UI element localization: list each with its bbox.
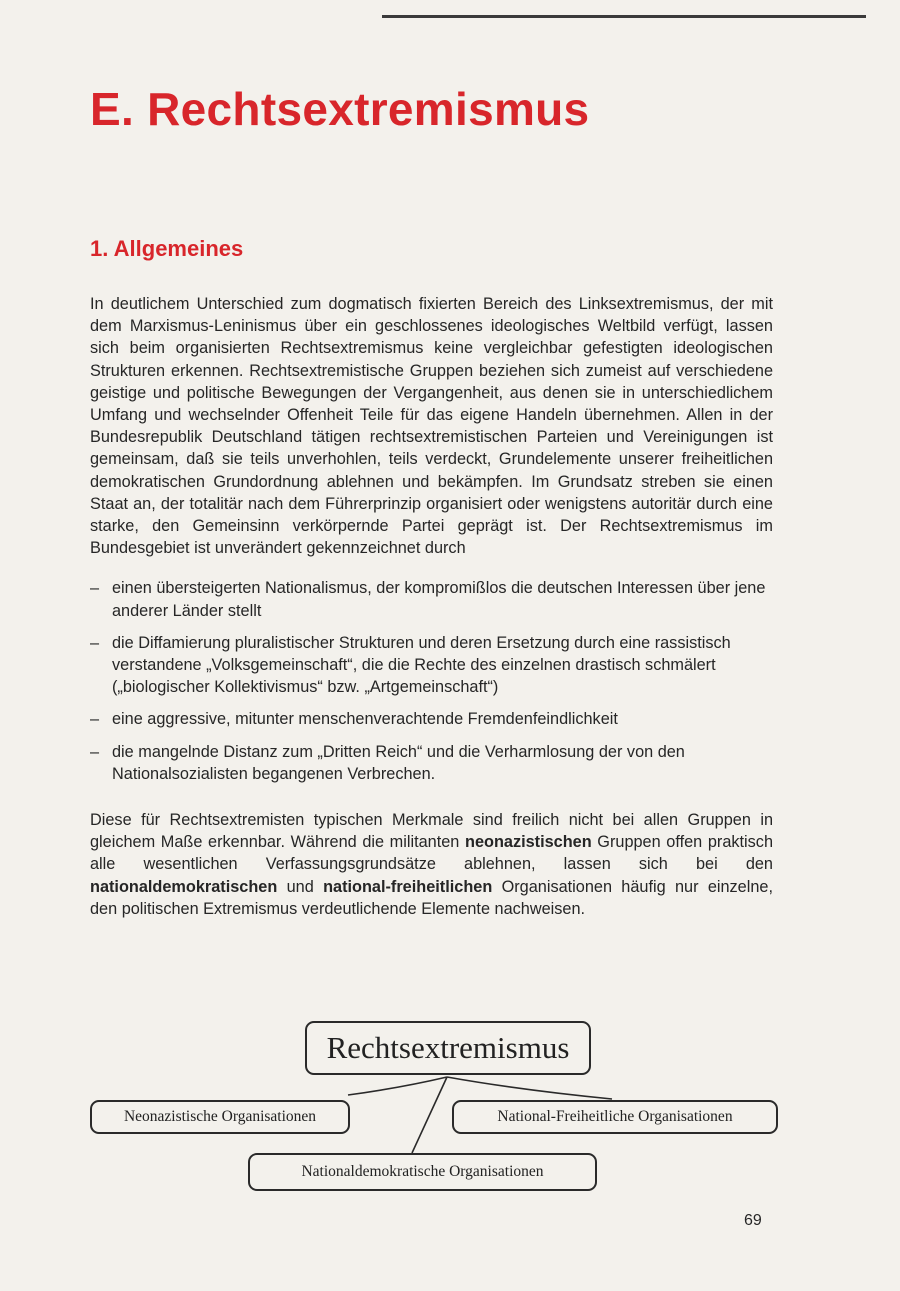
diagram-node-nationaldemokratisch: Nationaldemokratische Organisationen [248,1153,597,1191]
term-nationaldemokratisch: nationaldemokratischen [90,877,278,896]
page-number: 69 [744,1212,762,1229]
top-rule [382,15,866,18]
connector-right [447,1077,612,1099]
paragraph-groups: Diese für Rechtsextremisten typischen Merkmale sind freilich nicht bei allen Gruppen in gleichem Maße erkennbar. Während die militanten neonazistischen Gruppen offen praktisch alle wesentlichen Verfassungsgrundsätze ablehnen, lassen sich bei den nationaldemokratischen und national-freiheitlichen Organisationen häufig nur einzelne, den politischen Extremismus verdeutlichende Elemente nachweisen. [90,811,774,918]
chapter-title: E. Rechtsextremismus [90,83,590,135]
term-national-freiheitlich: national-freiheitlichen [323,877,493,896]
paragraph-intro: In deutlichem Unterschied zum dogmatisch fixierten Bereich des Linksextremismus, der mit dem Marxismus-Leninismus über ein geschlossenes ideologisches Weltbild verfügt, lassen sich beim organisierten Rechtsextremismus keine vergleichbar gefestigten ideologischen Strukturen erkennen. Rechtsextremistische Gruppen beziehen sich zumeist auf verschiedene geistige und politische Bewegungen der Vergangenheit, aus denen sie in unterschiedlichem Umfang und wechselnder Offenheit Teile für das eigene Handeln übernehmen. Allen in der Bundesrepublik Deutschland tätigen rechtsextremistischen Parteien und Vereinigungen ist gemeinsam, daß sie teils unverhohlen, teils verdeckt, Grundelemente unserer freiheitlichen demokratischen Grundordnung ablehnen und bekämpfen. Im Grundsatz streben sie einen Staat an, der totalitär nach dem Führerprinzip organisiert oder wenigstens autoritär durch eine starke, den Gemeinsinn verkörpernde Partei geprägt ist. Der Rechtsextremismus im Bundesgebiet ist unverändert gekennzeichnet durch [90,295,773,558]
term-neonazistisch: neonazistischen [465,833,592,852]
list-item: – eine aggressive, mitunter menschenverachtende Fremdenfeindlichkeit [90,708,773,730]
diagram-node-neonazistisch: Neonazistische Organisationen [90,1100,350,1134]
body-text [90,293,773,920]
list-item: – einen übersteigerten Nationalismus, der kompromißlos die deutschen Interessen über jene anderer Länder stellt [90,577,773,621]
list-item: – die mangelnde Distanz zum „Dritten Reich“ und die Verharmlosung der von den Nationalsozialisten begangenen Verbrechen. [90,741,773,785]
connector-left [348,1077,447,1095]
diagram-root-node: Rechtsextremismus [305,1021,591,1075]
section-title: 1. Allgemeines [90,236,244,261]
list-item: – die Diffamierung pluralistischer Strukturen und deren Ersetzung durch eine rassistisch verstandene „Volksgemeinschaft“, die die Rechte des einzelnen drastisch schmälert („biologischer Kollektivismus“ bzw. „Artgemeinschaft“) [90,632,773,699]
feature-list [90,577,773,785]
connector-bottom [412,1077,447,1153]
diagram-node-national-freiheitlich: National-Freiheitliche Organisationen [452,1100,778,1134]
